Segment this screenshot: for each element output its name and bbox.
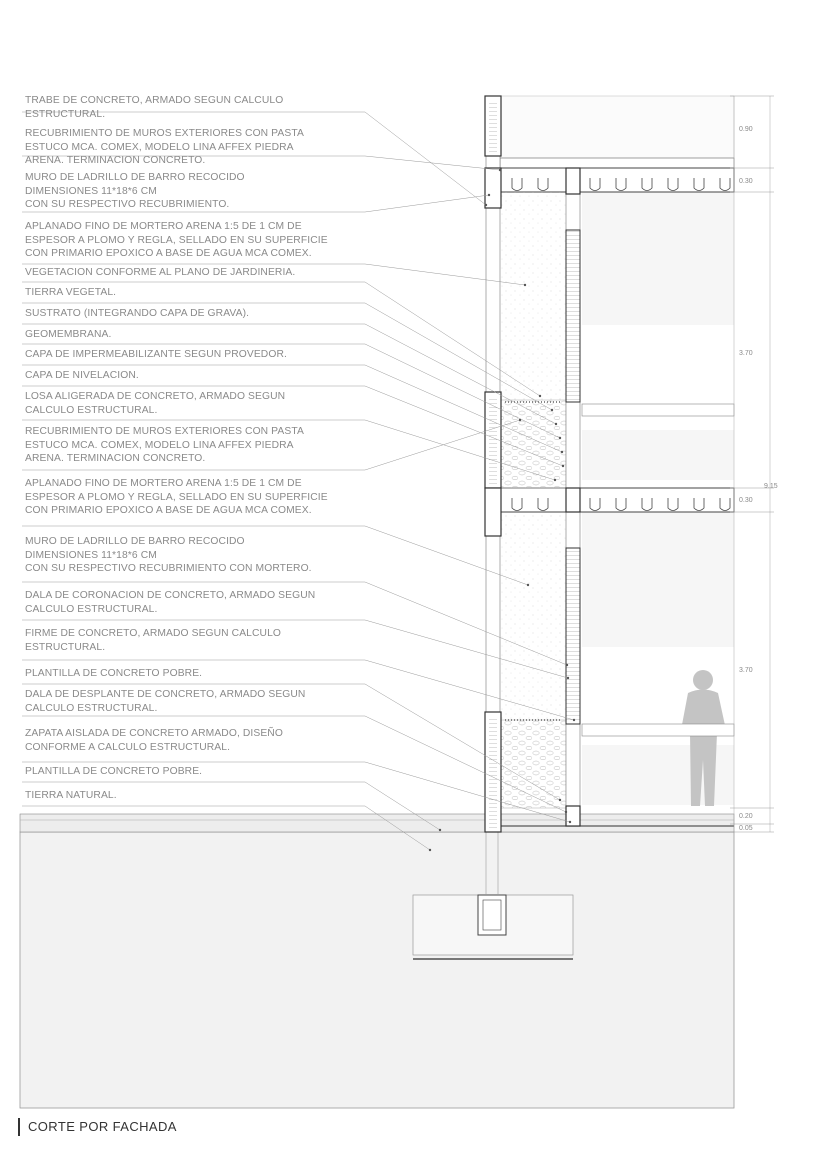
note-9: CAPA DE IMPERMEABILIZANTE SEGUN PROVEDOR. [25, 349, 287, 360]
dim-label-6: 0.20 [739, 813, 753, 820]
note-3: MURO DE LADRILLO DE BARRO RECOCIDO DIMENSIONES 11*18*6 CM CON SU RESPECTIVO RECUBRIMIENTO. [25, 172, 245, 210]
note-10: CAPA DE NIVELACION. [25, 370, 139, 381]
note-5: VEGETACION CONFORME AL PLANO DE JARDINERIA. [25, 267, 296, 278]
note-13: APLANADO FINO DE MORTERO ARENA 1:5 DE 1 CM DE ESPESOR A PLOMO Y REGLA, SELLADO EN SU SUPERFICIE CON PRIMARIO EPOXICO A BASE DE AGUA MCA COMEX. [25, 478, 328, 516]
note-16: FIRME DE CONCRETO, ARMADO SEGUN CALCULO ESTRUCTURAL. [25, 628, 282, 653]
note-21: TIERRA NATURAL. [25, 790, 117, 801]
note-19: ZAPATA AISLADA DE CONCRETO ARMADO, DISEÑO CONFORME A CALCULO ESTRUCTURAL. [25, 728, 283, 753]
note-7: SUSTRATO (INTEGRANDO CAPA DE GRAVA). [25, 308, 250, 319]
note-4: APLANADO FINO DE MORTERO ARENA 1:5 DE 1 CM DE ESPESOR A PLOMO Y REGLA, SELLADO EN SU SUPERFICIE CON PRIMARIO EPOXICO A BASE DE AGUA MCA COMEX. [25, 221, 328, 259]
note-18: DALA DE DESPLANTE DE CONCRETO, ARMADO SEGUN CALCULO ESTRUCTURAL. [25, 689, 306, 714]
note-15: DALA DE CORONACION DE CONCRETO, ARMADO SEGUN CALCULO ESTRUCTURAL. [25, 590, 316, 615]
dim-label-1: 0.90 [739, 126, 753, 133]
note-14: MURO DE LADRILLO DE BARRO RECOCIDO DIMENSIONES 11*18*6 CM CON SU RESPECTIVO RECUBRIMIENTO CON MORTERO. [25, 536, 312, 574]
dim-label-5: 3.70 [739, 667, 753, 674]
note-8: GEOMEMBRANA. [25, 329, 112, 340]
note-12: RECUBRIMIENTO DE MUROS EXTERIORES CON PASTA ESTUCO MCA. COMEX, MODELO LINA AFFEX PIEDRA ARENA. TERMINACION CONCRETO. [25, 426, 304, 464]
note-17: PLANTILLA DE CONCRETO POBRE. [25, 668, 203, 679]
dim-label-3: 3.70 [739, 350, 753, 357]
dim-total: 9.15 [764, 483, 778, 490]
dim-label-4: 0.30 [739, 497, 753, 504]
planter-upper [500, 400, 566, 488]
footing [478, 895, 506, 935]
dim-label-7: 0.05 [739, 825, 753, 832]
note-11: LOSA ALIGERADA DE CONCRETO, ARMADO SEGUN CALCULO ESTRUCTURAL. [25, 391, 286, 416]
note-6: TIERRA VEGETAL. [25, 287, 117, 298]
planter-lower [500, 720, 566, 808]
note-2: RECUBRIMIENTO DE MUROS EXTERIORES CON PASTA ESTUCO MCA. COMEX, MODELO LINA AFFEX PIEDRA ARENA. TERMINACION CONCRETO. [25, 128, 304, 166]
note-1: TRABE DE CONCRETO, ARMADO SEGUN CALCULO ESTRUCTURAL. [25, 95, 284, 120]
note-20: PLANTILLA DE CONCRETO POBRE. [25, 766, 203, 777]
sheet-title: CORTE POR FACHADA [18, 1118, 177, 1136]
dim-label-2: 0.30 [739, 178, 753, 185]
natural-ground [20, 832, 734, 1108]
